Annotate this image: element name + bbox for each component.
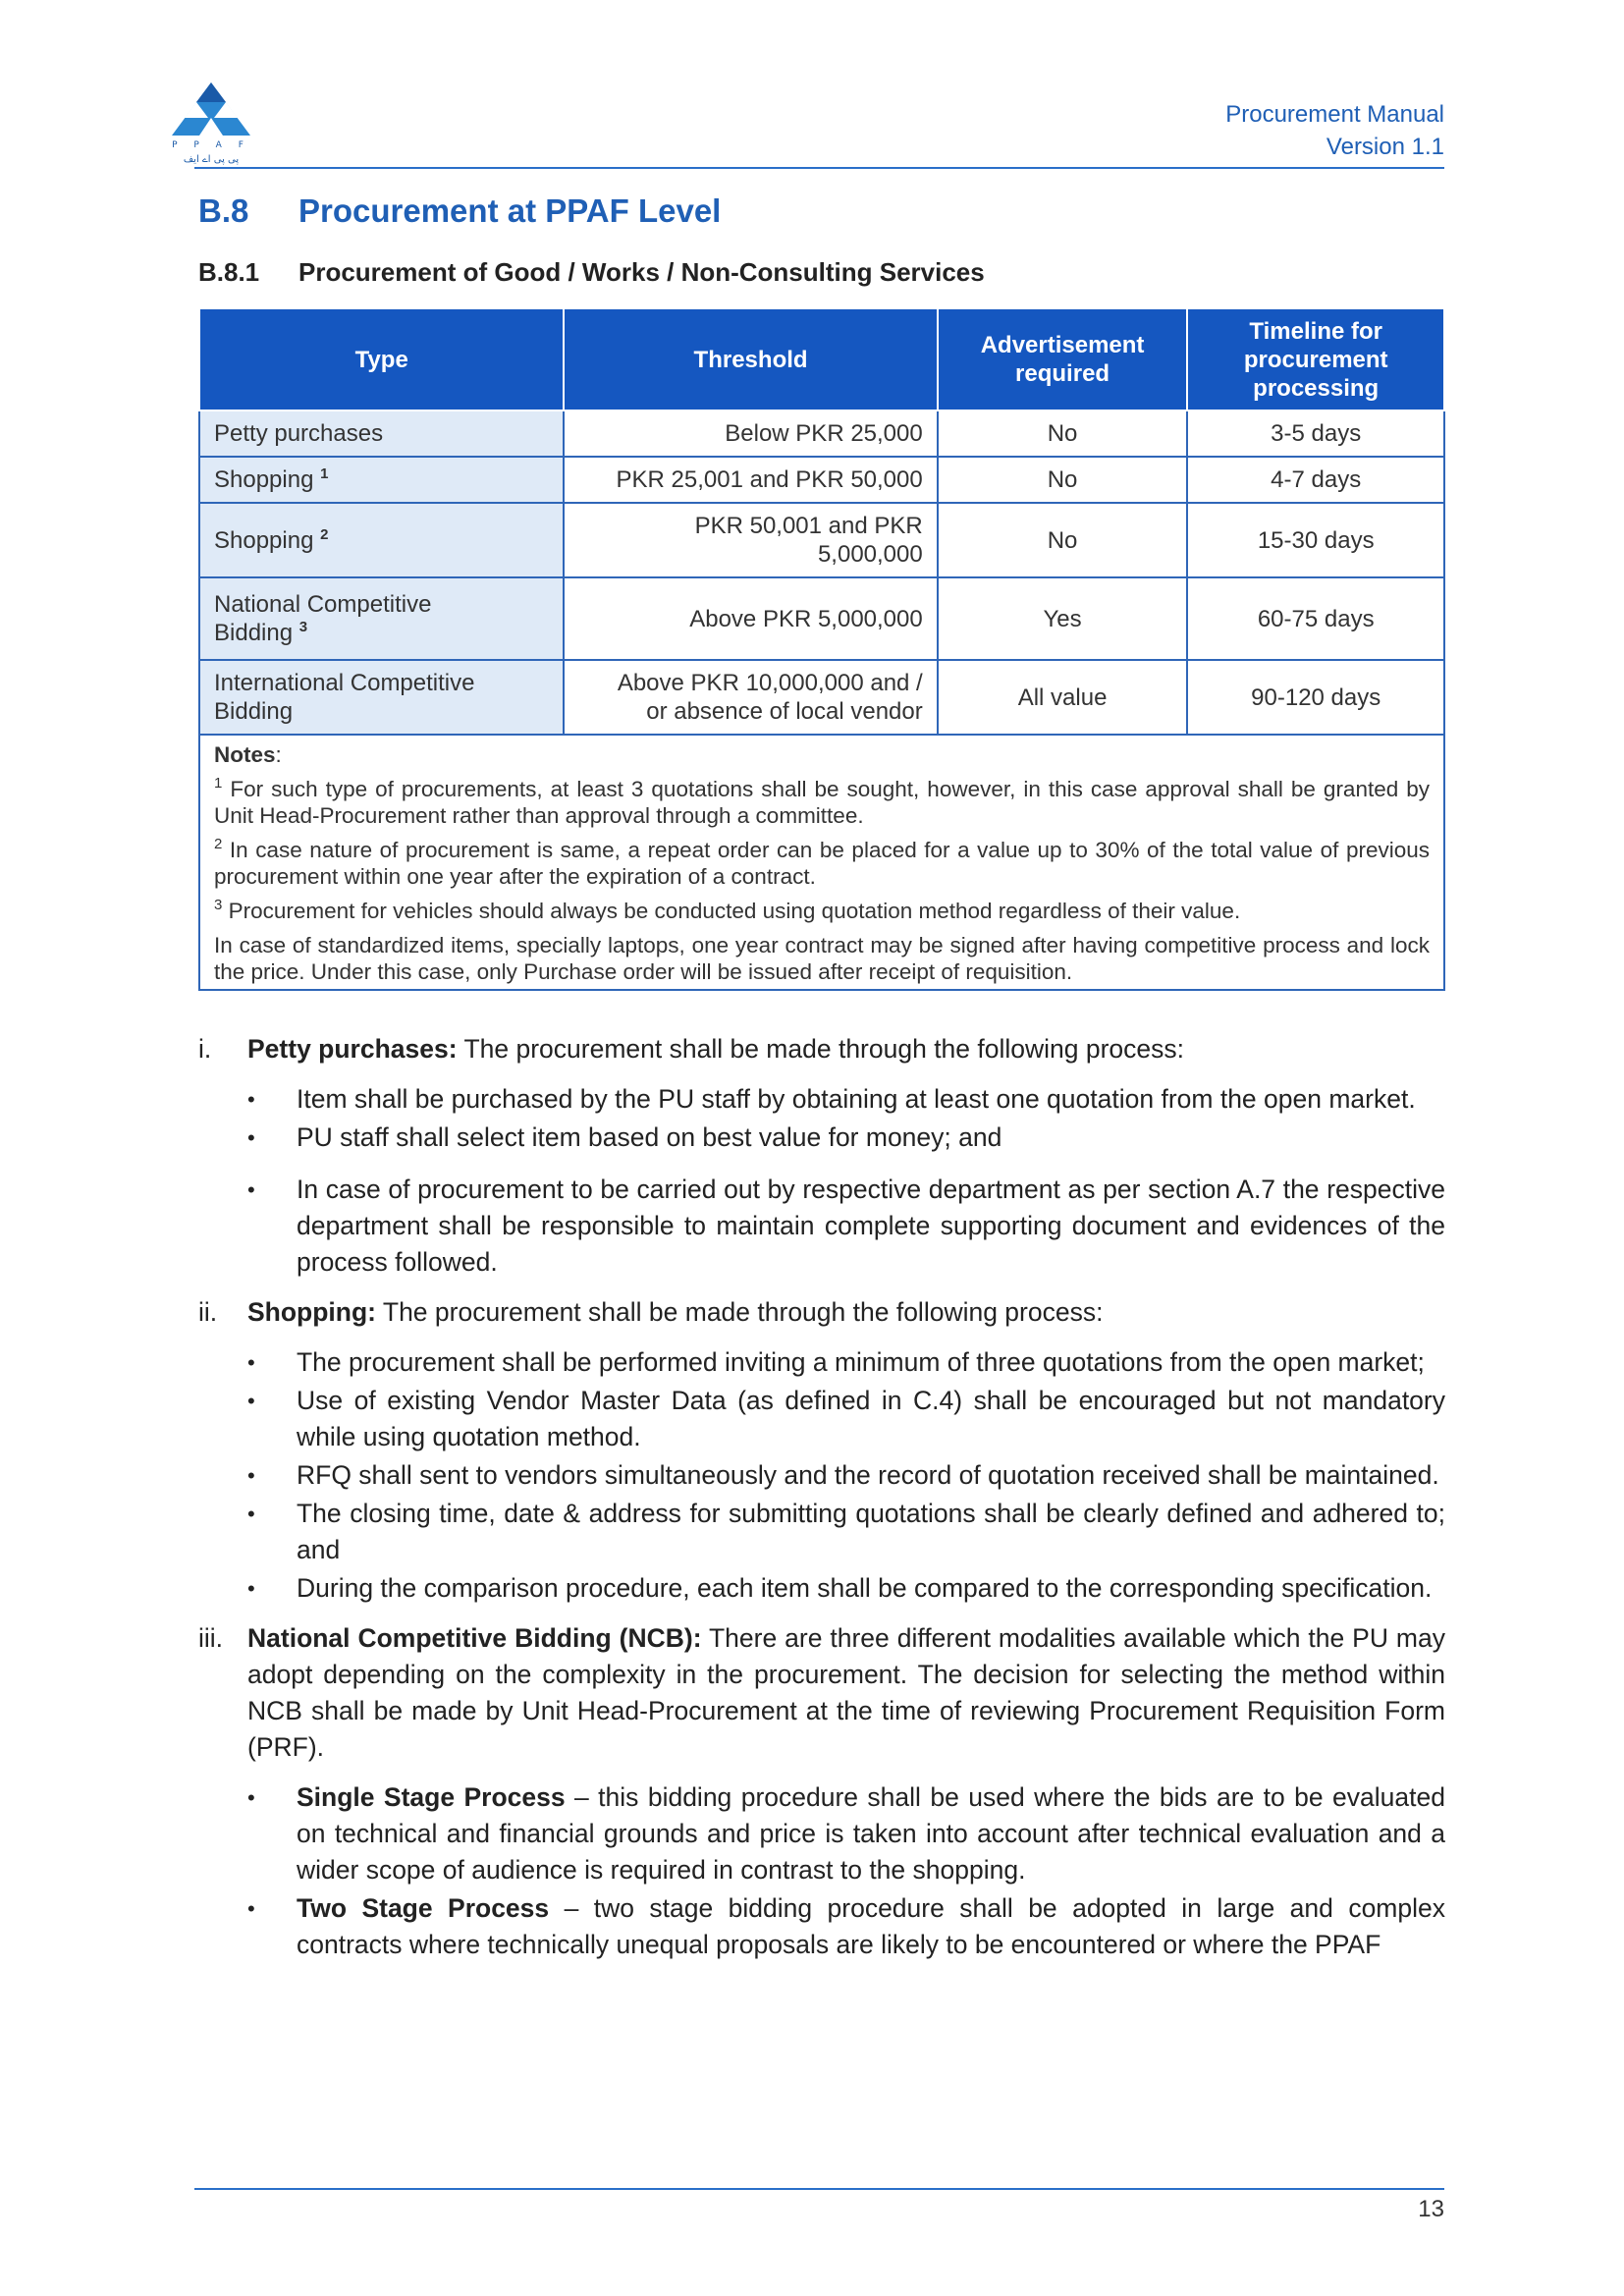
shopping-bullets	[247, 1344, 1445, 1607]
type-cell: National Competitive Bidding $^3$	[199, 577, 564, 660]
doc-title: Procurement Manual	[1225, 101, 1444, 128]
list-item: • In case of procurement to be carried out by respective department as per section A.7 the respective department shall be responsible to maintain complete supporting document and evidences of the process followed.	[247, 1175, 1445, 1277]
table-row	[199, 410, 1444, 457]
threshold-cell: Above PKR 10,000,000 and / or absence of local vendor	[564, 660, 937, 735]
type-cell: Petty purchases	[199, 410, 564, 457]
footnote-ref: 3	[298, 619, 308, 635]
type-cell: International Competitive Bidding	[199, 660, 564, 735]
timeline-cell: 3-5 days	[1187, 410, 1444, 457]
ncb-bullets	[247, 1779, 1445, 1963]
timeline-cell: 15-30 days	[1187, 503, 1444, 577]
list-item-petty-purchases: i. Petty purchases: The procurement shall be made through the following process:	[198, 1034, 1185, 1064]
subsection-heading	[198, 257, 985, 288]
threshold-cell: PKR 50,001 and PKR 5,000,000	[564, 503, 937, 577]
section-heading	[198, 192, 721, 230]
threshold-cell: Above PKR 5,000,000	[564, 577, 937, 660]
list-item: • During the comparison procedure, each item shall be compared to the corresponding specification.	[247, 1573, 1433, 1603]
list-item: • Single Stage Process – this bidding procedure shall be used where the bids are to be evaluated on technical and financial grounds and price is taken into account after technical evaluation and a wider scope of audience is required in contrast to the shopping.	[247, 1782, 1445, 1885]
subsection-number: B.8.1	[198, 257, 260, 287]
threshold-cell: Below PKR 25,000	[564, 410, 937, 457]
logo-urdu: پی پی اے ایف	[183, 154, 240, 165]
list-item: • Item shall be purchased by the PU staff by obtaining at least one quotation from the open market.	[247, 1084, 1416, 1114]
table-header-row	[199, 308, 1444, 410]
logo-letters: P P A F	[172, 140, 250, 150]
type-cell: Shopping $^1$	[199, 457, 564, 503]
note-2: $^2$ In case nature of procurement is same, a repeat order can be placed for a value up to 30% of the total value of previous procurement within one year after the expiration of a contract.	[214, 836, 1430, 889]
notes-cell	[199, 735, 1444, 990]
timeline-cell: 4-7 days	[1187, 457, 1444, 503]
footnote-ref: 2	[320, 525, 329, 543]
doc-version: Version 1.1	[1326, 134, 1444, 160]
list-item-shopping: ii. Shopping: The procurement shall be made through the following process:	[198, 1297, 1104, 1327]
list-item: • Use of existing Vendor Master Data (as defined in C.4) shall be encouraged but not mandatory while using quotation method.	[247, 1386, 1445, 1451]
header-timeline: Timeline for procurement processing	[1187, 308, 1444, 410]
table-row	[199, 577, 1444, 660]
section-title: Procurement at PPAF Level	[298, 192, 722, 229]
subsection-title: Procurement of Good / Works / Non-Consulting Services	[298, 257, 985, 287]
advert-cell: No	[938, 503, 1188, 577]
page-number: 13	[1418, 2196, 1444, 2222]
petty-purchases-bullets	[247, 1081, 1445, 1281]
type-cell: Shopping $^2$	[199, 503, 564, 577]
list-item: • The closing time, date & address for submitting quotations shall be clearly defined and adhered to; and	[247, 1499, 1445, 1564]
list-item: • PU staff shall select item based on best value for money; and	[247, 1122, 1002, 1152]
procurement-threshold-table	[198, 307, 1445, 991]
procedure-list	[198, 1031, 1445, 1977]
list-item: • RFQ shall sent to vendors simultaneously and the record of quotation received shall be maintained.	[247, 1460, 1439, 1490]
note-1: $^1$ For such type of procurements, at least 3 quotations shall be sought, however, in this case approval shall be granted by Unit Head-Procurement rather than approval through a committee.	[214, 775, 1430, 828]
timeline-cell: 90-120 days	[1187, 660, 1444, 735]
header-divider	[194, 167, 1444, 169]
section-number: B.8	[198, 192, 249, 229]
threshold-cell: PKR 25,001 and PKR 50,000	[564, 457, 937, 503]
header-advertisement: Advertisement required	[938, 308, 1188, 410]
advert-cell: No	[938, 457, 1188, 503]
timeline-cell: 60-75 days	[1187, 577, 1444, 660]
table-row	[199, 457, 1444, 503]
notes-row	[199, 735, 1444, 990]
table-row	[199, 660, 1444, 735]
header-info	[1225, 98, 1444, 163]
advert-cell: Yes	[938, 577, 1188, 660]
header-type: Type	[199, 308, 564, 410]
footer-divider	[194, 2188, 1444, 2190]
footnote-ref: 1	[320, 465, 329, 482]
list-item: • The procurement shall be performed inviting a minimum of three quotations from the open market;	[247, 1347, 1425, 1377]
note-4: In case of standardized items, specially laptops, one year contract may be signed after having competitive process and lock the price. Under this case, only Purchase order will be issued after receipt of requisition.	[214, 933, 1430, 984]
list-item-ncb: iii. National Competitive Bidding (NCB): There are three different modalities available which the PU may adopt depending on the complexity in the procurement. The decision for selecting the method within NCB shall be made by Unit Head-Procurement at the time of reviewing Procurement Requisition Form (PRF).	[198, 1623, 1445, 1762]
table-row	[199, 503, 1444, 577]
list-item: • Two Stage Process – two stage bidding procedure shall be adopted in large and complex contracts where technically unequal proposals are likely to be encountered or where the PPAF	[247, 1893, 1445, 1959]
advert-cell: No	[938, 410, 1188, 457]
advert-cell: All value	[938, 660, 1188, 735]
note-3: $^3$ Procurement for vehicles should always be conducted using quotation method regardless of their value.	[214, 897, 1241, 923]
ppaf-logo	[167, 79, 255, 167]
notes-label: Notes:	[214, 742, 282, 767]
header-threshold: Threshold	[564, 308, 937, 410]
